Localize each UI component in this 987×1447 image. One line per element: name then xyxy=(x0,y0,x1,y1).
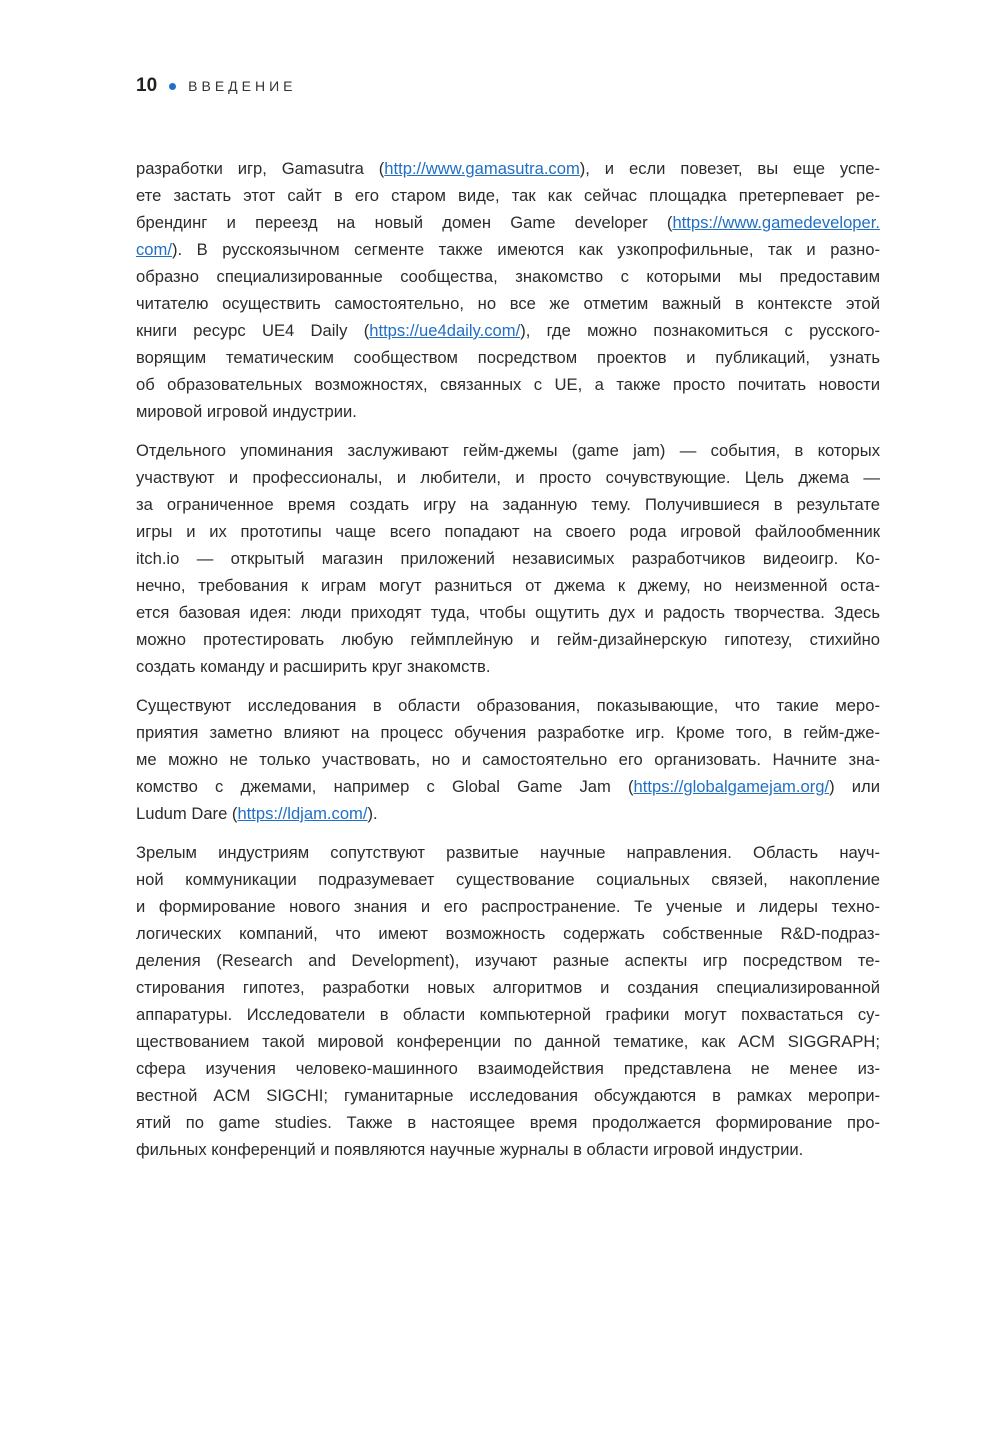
text-segment: читателю осуществить самостоятельно, но все же отметим важный в контексте этой xyxy=(136,294,880,313)
text-line xyxy=(136,920,880,947)
text-segment: приятия заметно влияют на процесс обучения разработке игр. Кроме того, в гейм-дже- xyxy=(136,723,880,742)
text-segment: ете застать этот сайт в его старом виде, так как сейчас площадка претерпевает ре- xyxy=(136,186,880,205)
text-line xyxy=(136,317,880,344)
url-link[interactable]: https://www.gamedeveloper. xyxy=(672,213,880,232)
text-segment: аппаратуры. Исследователи в области компьютерной графики могут похвастаться су- xyxy=(136,1005,880,1024)
text-line xyxy=(136,437,880,464)
text-line xyxy=(136,572,880,599)
section-title: ВВЕДЕНИЕ xyxy=(188,78,297,94)
text-segment: образно специализированные сообщества, знакомство с которыми мы предоставим xyxy=(136,267,880,286)
text-line xyxy=(136,491,880,518)
text-line xyxy=(136,839,880,866)
paragraph xyxy=(136,155,880,425)
text-segment: Ludum Dare ( xyxy=(136,804,238,823)
text-segment: деления (Research and Development), изучают разные аспекты игр посредством те- xyxy=(136,951,880,970)
text-segment: разработки игр, Gamasutra ( xyxy=(136,159,385,178)
url-link[interactable]: http://www.gamasutra.com xyxy=(384,159,580,178)
text-segment: создать команду и расширить круг знакомств. xyxy=(136,657,491,676)
text-segment: стирования гипотез, разработки новых алгоритмов и создания специализированной xyxy=(136,978,880,997)
text-segment: ществованием такой мировой конференции по данной тематике, как ACM SIGGRAPH; xyxy=(136,1032,880,1051)
page-number: 10 xyxy=(136,75,158,96)
text-segment: ), где можно познакомиться с русского- xyxy=(520,321,880,340)
text-segment: ной коммуникации подразумевает существование социальных связей, накопление xyxy=(136,870,880,889)
text-segment: можно протестировать любую геймплейную и гейм-дизайнерскую гипотезу, стихийно xyxy=(136,630,880,649)
text-segment: книги ресурс UE4 Daily ( xyxy=(136,321,370,340)
text-segment: Зрелым индустриям сопутствуют развитые научные направления. Область науч- xyxy=(136,843,880,862)
text-segment: ятий по game studies. Также в настоящее время продолжается формирование про- xyxy=(136,1113,880,1132)
text-line xyxy=(136,1001,880,1028)
text-segment: фильных конференций и появляются научные журналы в области игровой индустрии. xyxy=(136,1140,804,1159)
text-line xyxy=(136,236,880,263)
text-segment: комство с джемами, например с Global Game Jam ( xyxy=(136,777,634,796)
text-line xyxy=(136,719,880,746)
text-segment: вестной ACM SIGCHI; гуманитарные исследования обсуждаются в рамках меропри- xyxy=(136,1086,880,1105)
text-line xyxy=(136,746,880,773)
text-line xyxy=(136,1055,880,1082)
text-segment: сфера изучения человеко-машинного взаимодействия представлена не менее из- xyxy=(136,1059,880,1078)
text-segment: ). xyxy=(367,804,378,823)
url-link[interactable]: https://ue4daily.com/ xyxy=(369,321,521,340)
running-header xyxy=(136,74,296,98)
text-line xyxy=(136,155,880,182)
text-segment: игры и их прототипы чаще всего попадают на своего рода игровой файлообменник xyxy=(136,522,880,541)
text-segment: участвуют и профессионалы, и любители, и просто сочувствующие. Цель джема — xyxy=(136,468,880,487)
body-text xyxy=(136,155,880,1175)
text-line xyxy=(136,209,880,236)
text-line xyxy=(136,1136,880,1163)
text-line xyxy=(136,1082,880,1109)
text-segment: ), и если повезет, вы еще успе- xyxy=(579,159,880,178)
text-segment: брендинг и переезд на новый домен Game developer ( xyxy=(136,213,673,232)
text-segment: Существуют исследования в области образования, показывающие, что такие меро- xyxy=(136,696,880,715)
text-line xyxy=(136,893,880,920)
text-line xyxy=(136,182,880,209)
text-segment: ) или xyxy=(829,777,880,796)
paragraph xyxy=(136,839,880,1163)
text-line xyxy=(136,263,880,290)
text-segment: ). В русскоязычном сегменте также имеются как узкопрофильные, так и разно- xyxy=(171,240,880,259)
text-line xyxy=(136,947,880,974)
text-segment: ворящим тематическим сообществом посредством проектов и публикаций, узнать xyxy=(136,348,880,367)
text-line xyxy=(136,371,880,398)
text-line xyxy=(136,773,880,800)
text-line xyxy=(136,464,880,491)
url-link[interactable]: https://ldjam.com/ xyxy=(237,804,368,823)
text-line xyxy=(136,599,880,626)
text-segment: мировой игровой индустрии. xyxy=(136,402,357,421)
text-line xyxy=(136,545,880,572)
text-line xyxy=(136,1109,880,1136)
text-segment: и формирование нового знания и его распространение. Те ученые и лидеры техно- xyxy=(136,897,880,916)
text-line xyxy=(136,626,880,653)
text-segment: об образовательных возможностях, связанных с UE, а также просто почитать новости xyxy=(136,375,880,394)
text-segment: ме можно не только участвовать, но и самостоятельно его организовать. Начните зна- xyxy=(136,750,880,769)
text-line xyxy=(136,290,880,317)
text-line xyxy=(136,974,880,1001)
text-line xyxy=(136,1028,880,1055)
url-link[interactable]: https://globalgamejam.org/ xyxy=(633,777,830,796)
text-line xyxy=(136,653,880,680)
paragraph xyxy=(136,692,880,827)
text-line xyxy=(136,344,880,371)
text-segment: нечно, требования к играм могут разниться от джема к джему, но неизменной оста- xyxy=(136,576,880,595)
text-segment: ется базовая идея: люди приходят туда, чтобы ощутить дух и радость творчества. Здесь xyxy=(136,603,880,622)
paragraph xyxy=(136,437,880,680)
text-segment: Отдельного упоминания заслуживают гейм-джемы (game jam) — события, в которых xyxy=(136,441,880,460)
url-link[interactable]: com/ xyxy=(136,240,172,259)
text-line xyxy=(136,518,880,545)
text-line xyxy=(136,800,880,827)
text-segment: itch.io — открытый магазин приложений независимых разработчиков видеоигр. Ко- xyxy=(136,549,880,568)
text-line xyxy=(136,692,880,719)
text-line xyxy=(136,398,880,425)
bullet-dot-icon xyxy=(169,83,176,90)
text-segment: логических компаний, что имеют возможность содержать собственные R&D-подраз- xyxy=(136,924,880,943)
text-line xyxy=(136,866,880,893)
text-segment: за ограниченное время создать игру на заданную тему. Получившиеся в результате xyxy=(136,495,880,514)
